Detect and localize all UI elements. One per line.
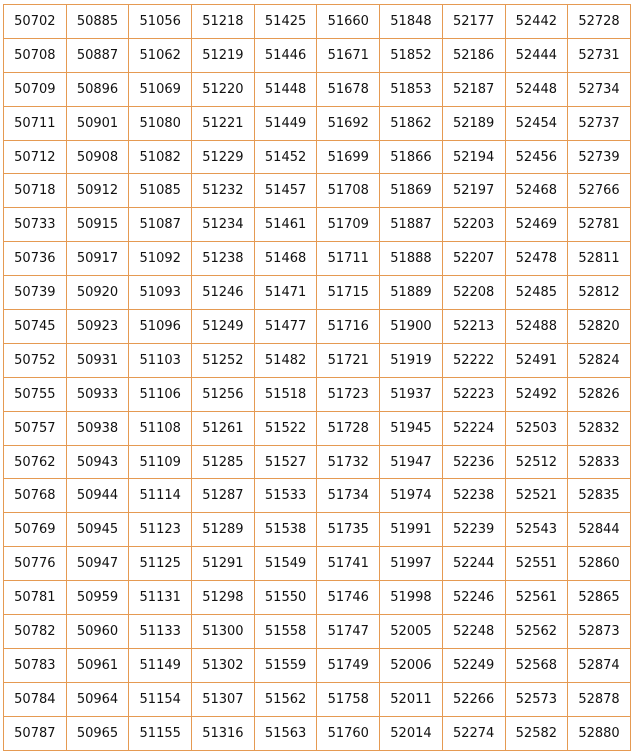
- table-cell: 51149: [129, 648, 192, 682]
- table-cell: 51853: [380, 72, 443, 106]
- table-cell: 51734: [317, 479, 380, 513]
- table-cell: 51937: [380, 377, 443, 411]
- table-cell: 52203: [442, 208, 505, 242]
- table-cell: 51945: [380, 411, 443, 445]
- table-cell: 52503: [505, 411, 568, 445]
- table-cell: 51721: [317, 343, 380, 377]
- table-cell: 50736: [4, 242, 67, 276]
- table-cell: 52249: [442, 648, 505, 682]
- table-cell: 50885: [66, 5, 129, 39]
- table-cell: 51848: [380, 5, 443, 39]
- table-cell: 51563: [254, 716, 317, 750]
- table-cell: 50783: [4, 648, 67, 682]
- table-cell: 51708: [317, 174, 380, 208]
- table-cell: 50718: [4, 174, 67, 208]
- table-row: [4, 343, 631, 377]
- table-cell: 51092: [129, 242, 192, 276]
- table-cell: 52844: [568, 513, 631, 547]
- table-cell: 50901: [66, 106, 129, 140]
- table-row: [4, 615, 631, 649]
- table-cell: 51062: [129, 38, 192, 72]
- table-cell: 52187: [442, 72, 505, 106]
- table-cell: 52832: [568, 411, 631, 445]
- table-cell: 50757: [4, 411, 67, 445]
- table-cell: 51723: [317, 377, 380, 411]
- table-cell: 52812: [568, 276, 631, 310]
- table-cell: 50959: [66, 581, 129, 615]
- table-cell: 50923: [66, 310, 129, 344]
- table-row: [4, 479, 631, 513]
- table-cell: 51715: [317, 276, 380, 310]
- table-cell: 52739: [568, 140, 631, 174]
- table-cell: 51947: [380, 445, 443, 479]
- table-cell: 51760: [317, 716, 380, 750]
- table-cell: 51522: [254, 411, 317, 445]
- table-cell: 52880: [568, 716, 631, 750]
- table-cell: 50762: [4, 445, 67, 479]
- table-cell: 52728: [568, 5, 631, 39]
- table-cell: 50782: [4, 615, 67, 649]
- table-cell: 52186: [442, 38, 505, 72]
- table-cell: 52865: [568, 581, 631, 615]
- table-cell: 52207: [442, 242, 505, 276]
- table-cell: 51125: [129, 547, 192, 581]
- table-cell: 52454: [505, 106, 568, 140]
- table-cell: 52005: [380, 615, 443, 649]
- table-row: [4, 513, 631, 547]
- table-cell: 50920: [66, 276, 129, 310]
- table-row: [4, 174, 631, 208]
- table-cell: 51261: [192, 411, 255, 445]
- number-table: [3, 4, 631, 751]
- table-cell: 51741: [317, 547, 380, 581]
- table-cell: 51974: [380, 479, 443, 513]
- table-cell: 51218: [192, 5, 255, 39]
- table-cell: 52213: [442, 310, 505, 344]
- table-cell: 52551: [505, 547, 568, 581]
- table-cell: 52737: [568, 106, 631, 140]
- table-cell: 51106: [129, 377, 192, 411]
- table-cell: 51220: [192, 72, 255, 106]
- table-cell: 52456: [505, 140, 568, 174]
- table-cell: 51252: [192, 343, 255, 377]
- table-cell: 52582: [505, 716, 568, 750]
- table-cell: 51866: [380, 140, 443, 174]
- table-cell: 52878: [568, 682, 631, 716]
- table-cell: 51069: [129, 72, 192, 106]
- table-cell: 52448: [505, 72, 568, 106]
- table-cell: 51155: [129, 716, 192, 750]
- table-cell: 50712: [4, 140, 67, 174]
- table-cell: 51085: [129, 174, 192, 208]
- table-cell: 51108: [129, 411, 192, 445]
- table-cell: 50745: [4, 310, 67, 344]
- table-cell: 52223: [442, 377, 505, 411]
- table-cell: 52248: [442, 615, 505, 649]
- table-cell: 52274: [442, 716, 505, 750]
- table-cell: 52014: [380, 716, 443, 750]
- table-row: [4, 581, 631, 615]
- table-cell: 50912: [66, 174, 129, 208]
- table-cell: 51114: [129, 479, 192, 513]
- table-cell: 50947: [66, 547, 129, 581]
- table-cell: 51728: [317, 411, 380, 445]
- table-cell: 50931: [66, 343, 129, 377]
- table-cell: 52224: [442, 411, 505, 445]
- table-cell: 52197: [442, 174, 505, 208]
- table-cell: 51316: [192, 716, 255, 750]
- table-cell: 50739: [4, 276, 67, 310]
- table-cell: 51221: [192, 106, 255, 140]
- table-cell: 51538: [254, 513, 317, 547]
- table-cell: 50711: [4, 106, 67, 140]
- table-cell: 50933: [66, 377, 129, 411]
- table-cell: 51056: [129, 5, 192, 39]
- table-cell: 52568: [505, 648, 568, 682]
- table-row: [4, 716, 631, 750]
- table-cell: 52873: [568, 615, 631, 649]
- number-table-body: [4, 5, 631, 751]
- table-row: [4, 38, 631, 72]
- table-cell: 51852: [380, 38, 443, 72]
- table-cell: 50887: [66, 38, 129, 72]
- table-cell: 52811: [568, 242, 631, 276]
- table-cell: 50960: [66, 615, 129, 649]
- table-cell: 51219: [192, 38, 255, 72]
- table-cell: 51229: [192, 140, 255, 174]
- table-cell: 52874: [568, 648, 631, 682]
- table-cell: 50781: [4, 581, 67, 615]
- table-cell: 51562: [254, 682, 317, 716]
- table-cell: 52826: [568, 377, 631, 411]
- table-cell: 52239: [442, 513, 505, 547]
- table-cell: 51482: [254, 343, 317, 377]
- table-cell: 52820: [568, 310, 631, 344]
- table-cell: 51246: [192, 276, 255, 310]
- table-cell: 51256: [192, 377, 255, 411]
- table-cell: 51716: [317, 310, 380, 344]
- table-row: [4, 682, 631, 716]
- table-cell: 50784: [4, 682, 67, 716]
- table-cell: 51888: [380, 242, 443, 276]
- table-cell: 52573: [505, 682, 568, 716]
- table-cell: 51133: [129, 615, 192, 649]
- table-cell: 52189: [442, 106, 505, 140]
- table-cell: 50769: [4, 513, 67, 547]
- table-cell: 51998: [380, 581, 443, 615]
- table-cell: 51109: [129, 445, 192, 479]
- table-cell: 52488: [505, 310, 568, 344]
- table-cell: 51307: [192, 682, 255, 716]
- table-cell: 50776: [4, 547, 67, 581]
- table-cell: 50908: [66, 140, 129, 174]
- table-cell: 51285: [192, 445, 255, 479]
- table-cell: 51461: [254, 208, 317, 242]
- table-cell: 52521: [505, 479, 568, 513]
- table-cell: 51471: [254, 276, 317, 310]
- table-cell: 51747: [317, 615, 380, 649]
- table-row: [4, 648, 631, 682]
- table-cell: 51746: [317, 581, 380, 615]
- table-cell: 51448: [254, 72, 317, 106]
- table-cell: 51238: [192, 242, 255, 276]
- table-cell: 52833: [568, 445, 631, 479]
- table-cell: 52766: [568, 174, 631, 208]
- table-cell: 51869: [380, 174, 443, 208]
- table-cell: 52442: [505, 5, 568, 39]
- table-cell: 51249: [192, 310, 255, 344]
- table-cell: 51425: [254, 5, 317, 39]
- table-cell: 52512: [505, 445, 568, 479]
- table-cell: 52824: [568, 343, 631, 377]
- table-cell: 52485: [505, 276, 568, 310]
- table-cell: 51452: [254, 140, 317, 174]
- table-cell: 52011: [380, 682, 443, 716]
- table-row: [4, 208, 631, 242]
- table-cell: 52177: [442, 5, 505, 39]
- table-cell: 52006: [380, 648, 443, 682]
- table-cell: 50702: [4, 5, 67, 39]
- table-cell: 51103: [129, 343, 192, 377]
- table-cell: 51289: [192, 513, 255, 547]
- table-row: [4, 5, 631, 39]
- table-row: [4, 242, 631, 276]
- table-cell: 51900: [380, 310, 443, 344]
- table-cell: 52562: [505, 615, 568, 649]
- table-row: [4, 377, 631, 411]
- table-cell: 51080: [129, 106, 192, 140]
- table-cell: 51550: [254, 581, 317, 615]
- table-cell: 52478: [505, 242, 568, 276]
- table-cell: 51468: [254, 242, 317, 276]
- table-row: [4, 140, 631, 174]
- table-cell: 52246: [442, 581, 505, 615]
- table-cell: 51559: [254, 648, 317, 682]
- table-cell: 51671: [317, 38, 380, 72]
- table-cell: 51087: [129, 208, 192, 242]
- table-cell: 51446: [254, 38, 317, 72]
- table-cell: 50943: [66, 445, 129, 479]
- table-cell: 51709: [317, 208, 380, 242]
- table-cell: 50708: [4, 38, 67, 72]
- table-cell: 52468: [505, 174, 568, 208]
- table-cell: 51302: [192, 648, 255, 682]
- table-cell: 51997: [380, 547, 443, 581]
- table-cell: 52222: [442, 343, 505, 377]
- table-cell: 50896: [66, 72, 129, 106]
- table-cell: 50938: [66, 411, 129, 445]
- table-row: [4, 310, 631, 344]
- table-cell: 52731: [568, 38, 631, 72]
- table-row: [4, 106, 631, 140]
- table-cell: 50768: [4, 479, 67, 513]
- table-cell: 52444: [505, 38, 568, 72]
- table-cell: 50709: [4, 72, 67, 106]
- table-cell: 52781: [568, 208, 631, 242]
- table-cell: 51123: [129, 513, 192, 547]
- table-cell: 51678: [317, 72, 380, 106]
- table-cell: 50752: [4, 343, 67, 377]
- table-cell: 51735: [317, 513, 380, 547]
- table-cell: 51991: [380, 513, 443, 547]
- table-cell: 52734: [568, 72, 631, 106]
- table-cell: 50917: [66, 242, 129, 276]
- table-cell: 51862: [380, 106, 443, 140]
- table-cell: 52835: [568, 479, 631, 513]
- table-cell: 51300: [192, 615, 255, 649]
- table-cell: 51096: [129, 310, 192, 344]
- table-cell: 51711: [317, 242, 380, 276]
- table-cell: 51919: [380, 343, 443, 377]
- table-cell: 52492: [505, 377, 568, 411]
- table-cell: 51732: [317, 445, 380, 479]
- table-cell: 51449: [254, 106, 317, 140]
- table-cell: 51692: [317, 106, 380, 140]
- table-cell: 50961: [66, 648, 129, 682]
- table-cell: 50755: [4, 377, 67, 411]
- table-cell: 51082: [129, 140, 192, 174]
- table-cell: 52543: [505, 513, 568, 547]
- table-row: [4, 276, 631, 310]
- table-cell: 51518: [254, 377, 317, 411]
- table-row: [4, 445, 631, 479]
- table-cell: 52561: [505, 581, 568, 615]
- table-cell: 50915: [66, 208, 129, 242]
- table-row: [4, 547, 631, 581]
- table-cell: 50945: [66, 513, 129, 547]
- table-cell: 51758: [317, 682, 380, 716]
- table-cell: 51527: [254, 445, 317, 479]
- table-cell: 52244: [442, 547, 505, 581]
- table-cell: 51558: [254, 615, 317, 649]
- table-cell: 51887: [380, 208, 443, 242]
- table-cell: 51889: [380, 276, 443, 310]
- table-cell: 52469: [505, 208, 568, 242]
- table-cell: 51298: [192, 581, 255, 615]
- table-cell: 51477: [254, 310, 317, 344]
- table-cell: 52860: [568, 547, 631, 581]
- table-cell: 52238: [442, 479, 505, 513]
- table-cell: 52236: [442, 445, 505, 479]
- table-cell: 50964: [66, 682, 129, 716]
- table-cell: 50787: [4, 716, 67, 750]
- table-cell: 52491: [505, 343, 568, 377]
- table-cell: 52194: [442, 140, 505, 174]
- table-cell: 51749: [317, 648, 380, 682]
- table-cell: 50944: [66, 479, 129, 513]
- table-cell: 51291: [192, 547, 255, 581]
- table-cell: 51287: [192, 479, 255, 513]
- table-cell: 51093: [129, 276, 192, 310]
- table-cell: 51154: [129, 682, 192, 716]
- table-cell: 52266: [442, 682, 505, 716]
- table-cell: 51699: [317, 140, 380, 174]
- table-cell: 51234: [192, 208, 255, 242]
- table-cell: 51549: [254, 547, 317, 581]
- table-cell: 51232: [192, 174, 255, 208]
- table-cell: 51660: [317, 5, 380, 39]
- table-cell: 51533: [254, 479, 317, 513]
- table-cell: 50965: [66, 716, 129, 750]
- table-cell: 51457: [254, 174, 317, 208]
- table-cell: 51131: [129, 581, 192, 615]
- table-row: [4, 411, 631, 445]
- table-cell: 52208: [442, 276, 505, 310]
- table-cell: 50733: [4, 208, 67, 242]
- table-row: [4, 72, 631, 106]
